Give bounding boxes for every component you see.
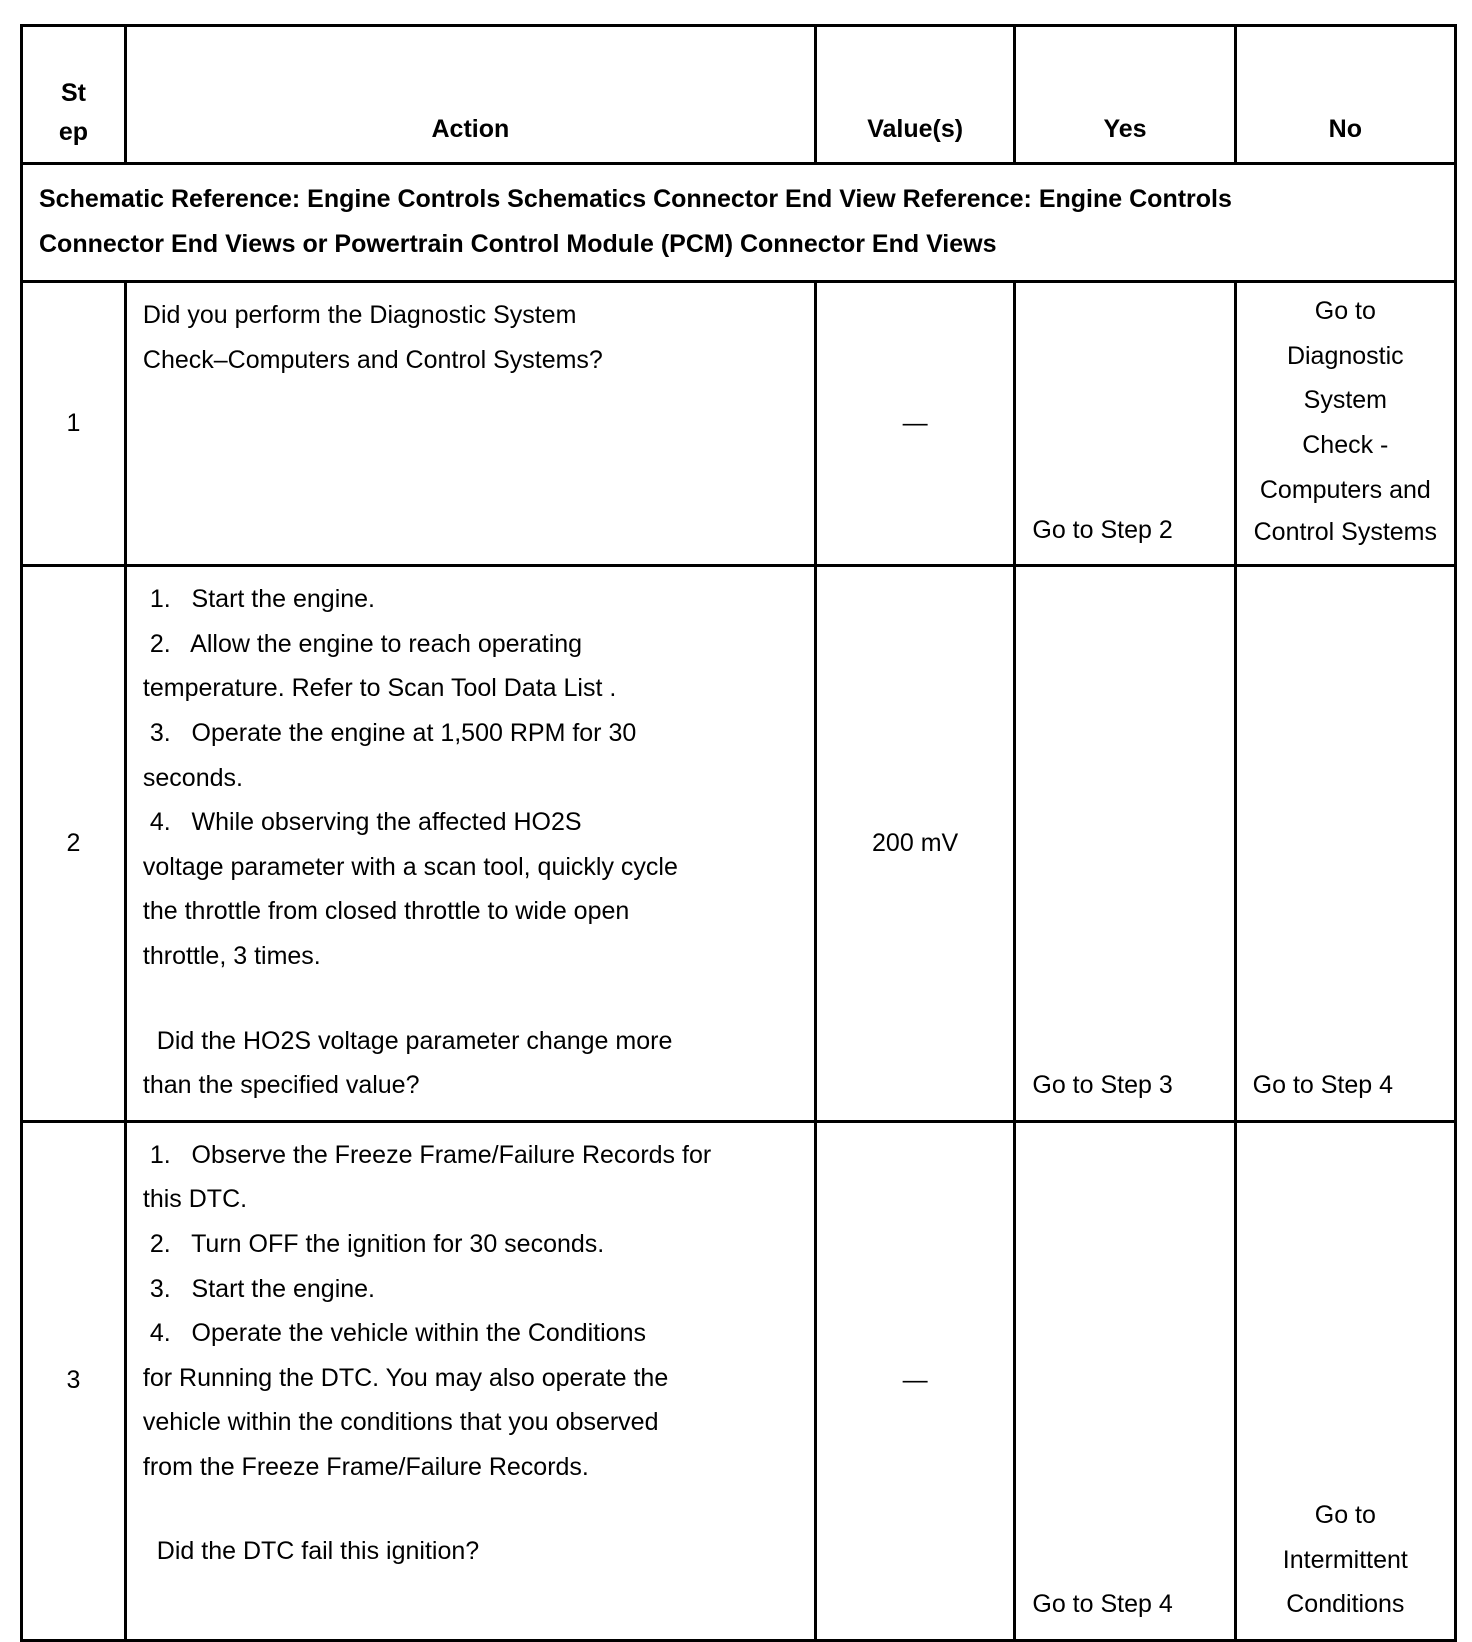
- step-number: 1: [22, 282, 126, 566]
- action-line: this DTC.: [142, 1185, 248, 1214]
- action-line: seconds.: [142, 763, 243, 792]
- no-link[interactable]: Go to Step 4: [1235, 566, 1455, 1122]
- value-cell: —: [815, 1121, 1015, 1640]
- question-line: Did the DTC fail this ignition?: [142, 1537, 480, 1566]
- header-step: [22, 26, 126, 164]
- action-line: 1. Observe the Freeze Frame/Failure Records for: [142, 1140, 712, 1169]
- action-line: 3. Operate the engine at 1,500 RPM for 30: [142, 718, 637, 747]
- yes-link[interactable]: Go to Step 2: [1015, 282, 1235, 566]
- action-line: Did you perform the Diagnostic System: [142, 301, 577, 330]
- diagnostic-table: [20, 24, 1457, 1642]
- no-line: Computers and: [1259, 475, 1431, 504]
- action-line: temperature. Refer to Scan Tool Data List .: [142, 674, 617, 703]
- no-link[interactable]: [1235, 282, 1455, 566]
- no-link[interactable]: [1235, 1121, 1455, 1640]
- no-line: Diagnostic: [1286, 341, 1404, 370]
- schematic-reference-line1: Schematic Reference: Engine Controls Schematics Connector End View Reference: Engine Controls: [39, 185, 1232, 213]
- action-cell: [125, 566, 815, 1122]
- header-yes: Yes: [1015, 26, 1235, 164]
- table-row-step-2: [22, 566, 1456, 1122]
- table-row-step-3: [22, 1121, 1456, 1640]
- action-line: throttle, 3 times.: [142, 941, 321, 970]
- action-line: vehicle within the conditions that you observed: [142, 1408, 659, 1437]
- schematic-reference-row: [22, 164, 1456, 282]
- header-action: Action: [125, 26, 815, 164]
- action-line: 3. Start the engine.: [142, 1274, 375, 1303]
- header-values: Value(s): [815, 26, 1015, 164]
- no-line: Conditions: [1286, 1590, 1405, 1619]
- header-step-line2: ep: [58, 118, 89, 146]
- step-number: 3: [22, 1121, 126, 1640]
- no-line: Check -: [1302, 431, 1389, 459]
- step-number: 2: [22, 566, 126, 1122]
- no-line: System: [1303, 386, 1387, 415]
- schematic-reference: [22, 164, 1456, 282]
- question-line: Did the HO2S voltage parameter change more: [142, 1026, 673, 1055]
- yes-link[interactable]: Go to Step 3: [1015, 566, 1235, 1122]
- action-line: for Running the DTC. You may also operate the: [142, 1363, 669, 1392]
- action-line: Check–Computers and Control Systems?: [142, 345, 603, 374]
- action-line: 4. While observing the affected HO2S: [142, 808, 582, 837]
- value-cell: —: [815, 282, 1015, 566]
- action-line: 1. Start the engine.: [142, 585, 375, 614]
- no-line: Go to: [1314, 297, 1376, 326]
- schematic-reference-line2: Connector End Views or Powertrain Control Module (PCM) Connector End Views: [39, 229, 997, 258]
- value-cell: 200 mV: [815, 566, 1015, 1122]
- action-cell: [125, 282, 815, 566]
- question-line: than the specified value?: [142, 1071, 420, 1100]
- action-line: 4. Operate the vehicle within the Conditions: [142, 1319, 646, 1348]
- action-line: from the Freeze Frame/Failure Records.: [142, 1452, 589, 1481]
- action-line: 2. Allow the engine to reach operating: [142, 629, 583, 658]
- action-line: the throttle from closed throttle to wide open: [142, 897, 630, 926]
- yes-link[interactable]: Go to Step 4: [1015, 1121, 1235, 1640]
- action-line: voltage parameter with a scan tool, quickly cycle: [142, 852, 678, 881]
- header-row: [22, 26, 1456, 164]
- header-no: No: [1235, 26, 1455, 164]
- no-line: Intermittent: [1282, 1545, 1408, 1574]
- table-row-step-1: [22, 282, 1456, 566]
- action-cell: [125, 1121, 815, 1640]
- header-step-line1: St: [60, 79, 86, 107]
- no-line: Control Systems: [1253, 518, 1438, 547]
- action-line: 2. Turn OFF the ignition for 30 seconds.: [142, 1229, 605, 1258]
- no-line: Go to: [1314, 1500, 1376, 1529]
